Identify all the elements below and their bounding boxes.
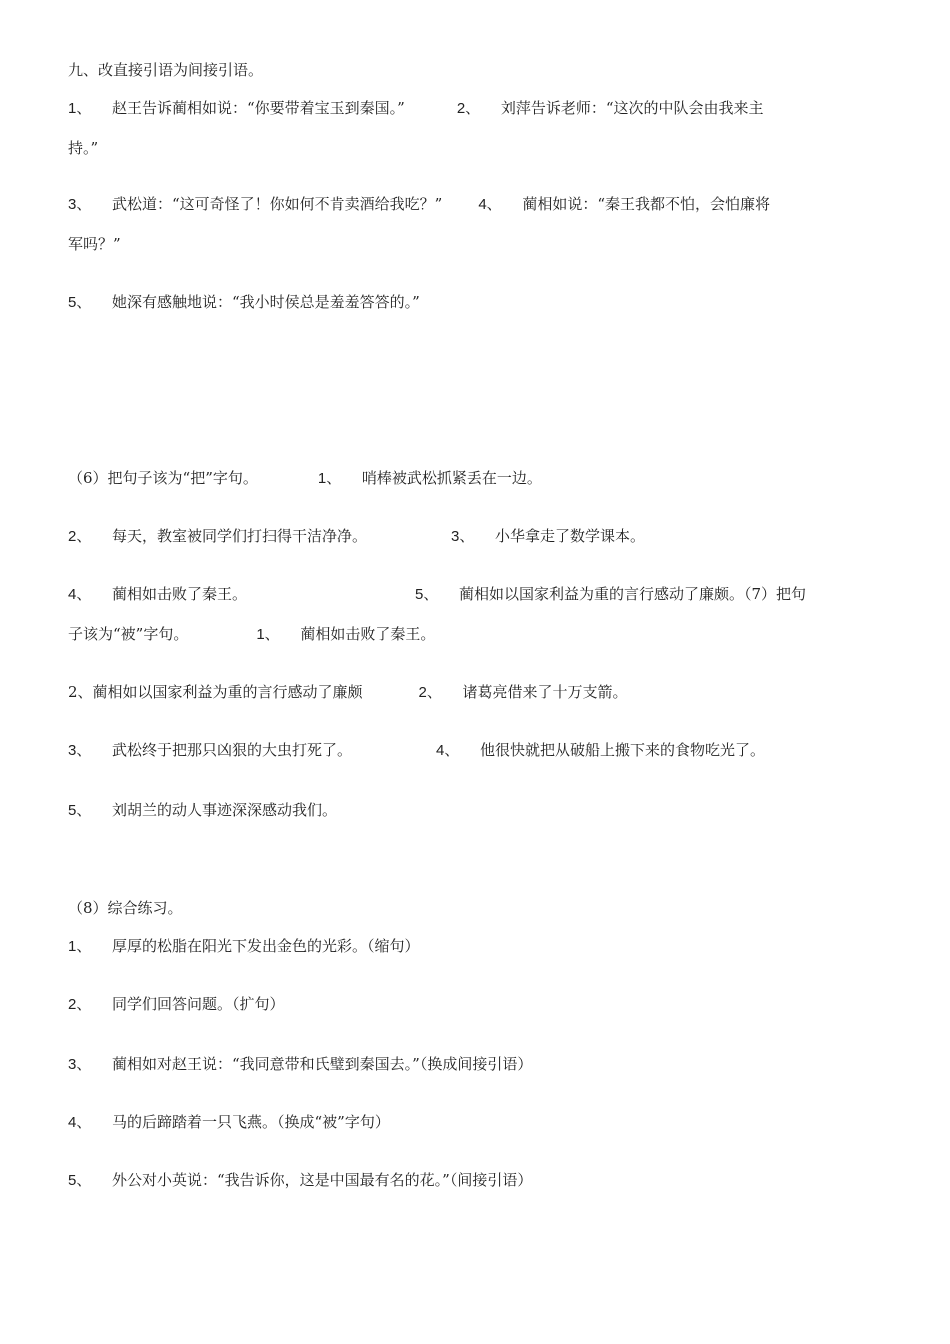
- question-number: 2、: [68, 996, 92, 1013]
- question-text: 蔺相如对赵王说：“我同意带和氏璧到秦国去。”（换成间接引语）: [112, 1055, 533, 1073]
- question-text: 蔺相如说：“秦王我都不怕，会怕廉将: [522, 195, 771, 213]
- section-6-row-1: [68, 468, 542, 489]
- section-7-row-2: [68, 682, 628, 703]
- question-text: 每天，教室被同学们打扫得干洁净净。: [112, 527, 368, 545]
- question-number: 3、: [68, 196, 92, 213]
- question-number: 4、: [436, 742, 460, 759]
- question-number: 3、: [68, 742, 92, 759]
- section-7-heading-cont: 子该为“被”字句。: [68, 625, 189, 643]
- question-text: 刘胡兰的动人事迹深深感动我们。: [112, 801, 338, 819]
- question-number: 4、: [68, 1114, 92, 1131]
- question-text: 赵王告诉蔺相如说：“你要带着宝玉到秦国。”: [112, 99, 405, 117]
- section-6-row-3: [68, 584, 806, 605]
- section-6-row-2: [68, 526, 645, 547]
- section-9-row-1: [68, 98, 764, 119]
- question-number: 5、: [68, 1172, 92, 1189]
- question-number: 1、: [68, 938, 92, 955]
- question-number: 3、: [451, 528, 475, 545]
- section-8-heading: （8）综合练习。: [68, 899, 183, 917]
- question-number: 4、: [478, 196, 502, 213]
- question-text: 同学们回答问题。（扩句）: [112, 995, 285, 1013]
- question-text: 诸葛亮借来了十万支箭。: [462, 683, 628, 701]
- section-9-heading: 九、改直接引语为间接引语。: [68, 61, 264, 79]
- question-number: 2、: [456, 100, 481, 117]
- question-text: 哨棒被武松抓紧丢在一边。: [361, 469, 542, 487]
- question-number: 5、: [415, 586, 439, 603]
- question-text: 蔺相如击败了秦王。: [112, 585, 248, 603]
- question-text: 马的后蹄踏着一只飞燕。（换成“被”字句）: [112, 1113, 390, 1131]
- section-8-row-4: [68, 1112, 390, 1133]
- section-6-row-4: [68, 624, 435, 645]
- question-number: 1、: [317, 470, 342, 487]
- question-number: 3、: [68, 1056, 92, 1073]
- question-number: 5、: [68, 802, 92, 819]
- question-text: 他很快就把从破船上搬下来的食物吃光了。: [480, 741, 766, 759]
- section-8-row-3: [68, 1054, 532, 1075]
- question-text: 外公对小英说：“我告诉你，这是中国最有名的花。”（间接引语）: [112, 1171, 533, 1189]
- question-number: 1、: [68, 100, 92, 117]
- question-text: 武松道：“这可奇怪了！你如何不肯卖酒给我吃？”: [112, 195, 443, 213]
- section-7-row-4: [68, 800, 337, 821]
- question-text: 刘萍告诉老师：“这次的中队会由我来主: [500, 99, 764, 117]
- section-8-row-1: [68, 936, 420, 957]
- section-7-row-3: [68, 740, 765, 761]
- question-number: 2、: [68, 528, 92, 545]
- section-9-row-2: [68, 194, 770, 215]
- question-number: 1、: [256, 626, 280, 643]
- section-9-row-3: [68, 292, 420, 313]
- section-6-heading: （6）把句子该为“把”字句。: [68, 469, 258, 487]
- section-9-row-2-cont: 军吗？”: [68, 235, 121, 253]
- section-8-row-2: [68, 994, 285, 1015]
- question-text: 武松终于把那只凶狠的大虫打死了。: [112, 741, 353, 759]
- question-text: 小华拿走了数学课本。: [495, 527, 646, 545]
- question-text: 蔺相如击败了秦王。: [300, 625, 436, 643]
- section-8-row-5: [68, 1170, 532, 1191]
- question-number: 5、: [68, 294, 92, 311]
- question-number: 2、: [418, 684, 442, 701]
- question-number: 4、: [68, 586, 92, 603]
- section-9-row-1-cont: 持。”: [68, 139, 99, 157]
- question-text: 厚厚的松脂在阳光下发出金色的光彩。（缩句）: [112, 937, 420, 955]
- question-text: 2、蔺相如以国家利益为重的言行感动了廉颇: [68, 683, 363, 701]
- question-text: 她深有感触地说：“我小时侯总是羞羞答答的。”: [112, 293, 420, 311]
- question-text: 蔺相如以国家利益为重的言行感动了廉颇。（7）把句: [459, 585, 807, 603]
